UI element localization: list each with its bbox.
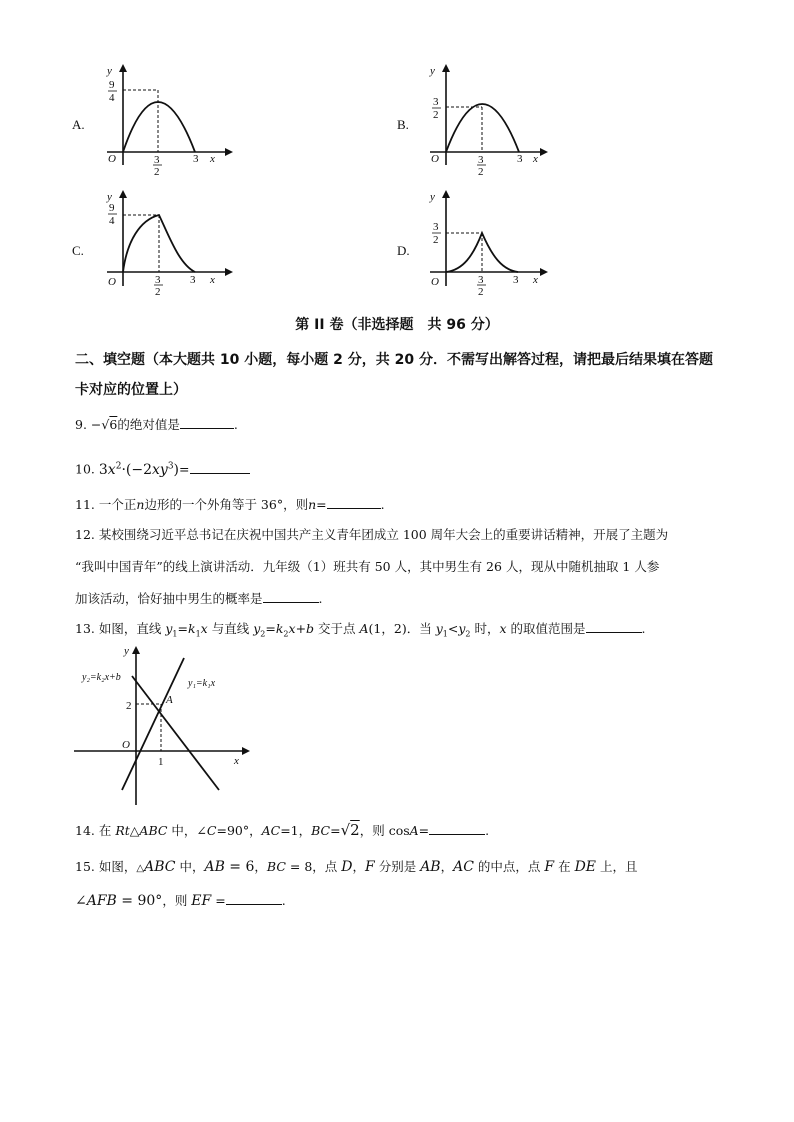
graph-option-a [95,60,235,178]
svg-text:O: O [431,153,439,165]
svg-text:3: 3 [433,221,439,233]
svg-text:y: y [430,65,435,77]
svg-text:x: x [533,153,538,165]
svg-text:x: x [210,274,215,286]
option-d-label: D. [397,243,410,258]
x-frac-top: 3 [154,154,160,166]
svg-text:3: 3 [433,96,439,108]
x-arrow [225,148,233,156]
svg-text:3: 3 [190,274,196,286]
svg-text:y: y [124,645,129,657]
graph-option-d [418,186,558,300]
graph-b-svg [418,60,558,178]
svg-text:2: 2 [155,286,161,298]
graph-option-b [418,60,558,178]
question-9: 9. −√6的绝对值是 . [75,417,238,432]
point-a: A [166,694,173,706]
svg-text:2: 2 [478,166,484,178]
svg-text:9: 9 [109,202,115,214]
svg-text:y: y [430,191,435,203]
svg-text:3: 3 [478,274,484,286]
answer-blank-12[interactable] [263,601,319,603]
y-frac-bot: 4 [109,92,115,104]
question-14: 14. 在 Rt△ABC 中，∠C=90°，AC=1，BC=√2，则 cosA= . [75,821,490,839]
answer-blank-11[interactable] [327,507,381,509]
option-b-label: B. [397,117,409,132]
graph-c-svg [95,186,235,296]
question-11: 11. 一个正n边形的一个外角等于 36°，则n= . [75,497,385,512]
svg-text:x: x [533,274,538,286]
svg-text:3: 3 [155,274,161,286]
answer-blank-14[interactable] [429,833,485,835]
x-label: x [210,153,215,165]
answer-blank-9[interactable] [180,427,234,429]
svg-text:2: 2 [433,109,439,121]
line-y2 [132,676,219,790]
svg-text:O: O [431,276,439,288]
svg-text:y: y [107,191,112,203]
svg-text:3: 3 [517,153,523,165]
option-c-label: C. [72,243,84,258]
graph-a-svg [95,60,235,178]
question-12: 12. 某校围绕习近平总书记在庆祝中国共产主义青年团成立 100 周年大会上的重要讲话精神，开展了主题为 “我叫中国青年”的线上演讲活动．九年级（1）班共有 50 人，其中男生有 26 人，现从中随机抽取 1 人参 加该活动，恰好抽中男生的概率是 . [75,527,669,606]
y-label: y [107,65,112,77]
graph-option-c [95,186,235,300]
svg-text:3: 3 [513,274,519,286]
question-10: 10. $3x^2\cdot(-2xy^3)=$ [75,450,725,486]
y-arrow [119,64,127,72]
svg-text:2: 2 [478,286,484,298]
svg-text:2: 2 [126,700,132,712]
answer-blank-15[interactable] [226,903,282,905]
svg-text:O: O [122,739,130,751]
line-y1 [122,658,184,790]
parabola-curve [123,102,195,152]
section-title: 第 II 卷（非选择题 共 96 分） [295,317,499,333]
svg-text:4: 4 [109,215,115,227]
svg-text:x: x [234,755,239,767]
answer-blank-10[interactable] [190,472,250,474]
figure-13 [74,640,254,814]
origin-label: O [108,153,116,165]
x-frac-bot: 2 [154,166,160,178]
line2-label: y₂=k₂x+b [82,672,121,683]
option-a-label: A. [72,117,85,132]
svg-text:O: O [108,276,116,288]
question-15: 15. 如图，△ABC 中，AB = 6，BC = 8，点 D，F 分别是 AB，AC 的中点，点 F 在 DE 上，且 ∠AFB = 90°，则 EF = . [75,859,638,909]
graph-d-svg [418,186,558,296]
svg-text:2: 2 [433,234,439,246]
line1-label: y₁=k₁x [188,678,216,689]
x-end-label: 3 [193,153,199,165]
y-frac-top: 9 [109,79,115,91]
answer-blank-13[interactable] [586,631,642,633]
svg-text:3: 3 [478,154,484,166]
curve [123,215,195,272]
section-heading: 二、填空题（本大题共 10 小题，每小题 2 分，共 20 分．不需写出解答过程，请把最后结果填在答题卡对应的位置上） [75,352,713,398]
figure-13-svg [74,640,254,810]
svg-text:1: 1 [158,756,164,768]
question-13: 13. 如图，直线 $y_1=k_1x$ 与直线 $y_2=k_2x+b$ 交于点 A(1，2)．当 $y_1<y_2$ 时，x 的取值范围是 . [75,621,646,639]
